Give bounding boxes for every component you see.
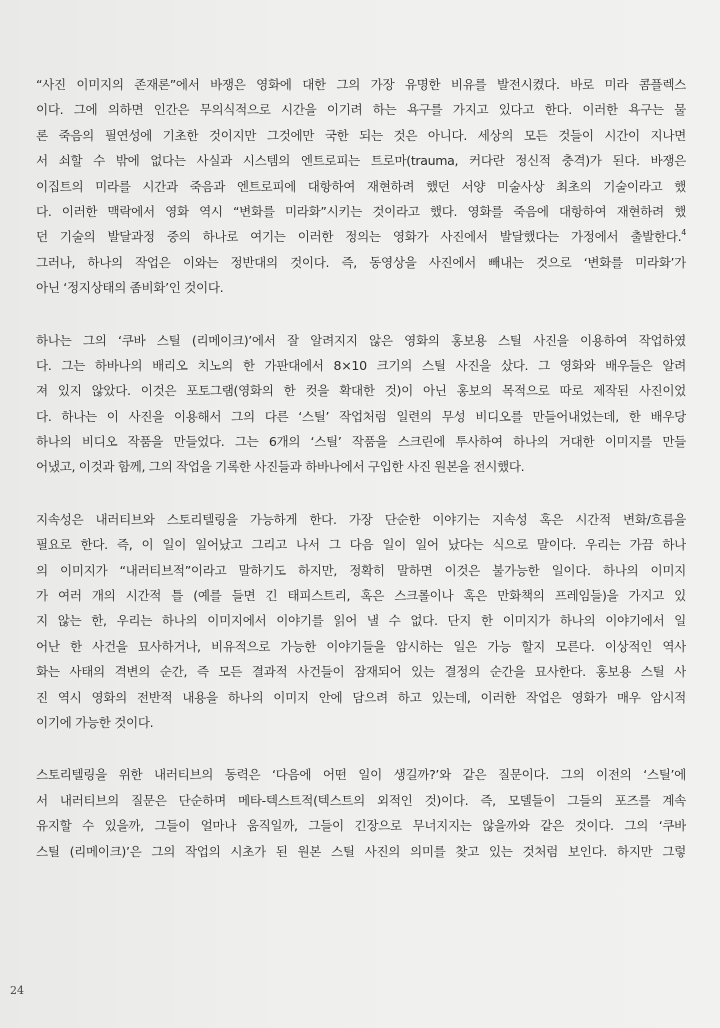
text-line: 어냈고, 이것과 함께, 그의 작업을 기록한 사진들과 하바나에서 구입한 사진 원본을 전시했다. [36, 459, 525, 475]
text-line: 스토리텔링을 위한 내러티브의 동력은 ‘다음에 어떤 일이 생길까?’와 같은 질문이다. 그의 이전의 ‘스틸’에 [36, 767, 686, 783]
text-line: 지속성은 내러티브와 스토리텔링을 가능하게 한다. 가장 단순한 이야기는 지속성 혹은 시간적 변화/흐름을 [36, 511, 686, 527]
text-line: 의 이미지가 “내러티브적”이라고 말하기도 하지만, 정확히 말하면 이것은 불가능한 일이다. 하나의 이미지 [36, 562, 686, 578]
footnote-marker: 4 [681, 228, 686, 238]
text-line: 다. 하나는 이 사진을 이용해서 그의 다른 ‘스틸’ 작업처럼 일련의 무성 비디오를 만들어내었는데, 한 배우당 [36, 408, 686, 424]
text-line-content: 던 기술의 발달과정 중의 하나로 여기는 이러한 정의는 영화가 사진에서 발달했다는 가정에서 출발한다. [36, 229, 682, 245]
text-line: 그러나, 하나의 작업은 이와는 정반대의 것이다. 즉, 동영상을 사진에서 빼내는 것으로 ‘변화를 미라화’가 [36, 254, 686, 270]
text-line-with-footnote [36, 224, 686, 249]
text-line: 이다. 그에 의하면 인간은 무의식적으로 시간을 이기려 하는 욕구를 가지고 있다고 한다. 이러한 욕구는 물 [36, 102, 686, 118]
paragraph-3 [36, 507, 686, 736]
text-line: 하나는 그의 ‘쿠바 스틸 (리메이크)’에서 잘 알려지지 않은 영화의 홍보용 스틸 사진을 이용하여 작업하였 [36, 332, 686, 348]
text-line: 하나의 비디오 작품을 만들었다. 그는 6개의 ‘스틸’ 작품을 스크린에 투사하여 하나의 거대한 이미지를 만들 [36, 434, 686, 450]
paragraph-1 [36, 72, 686, 301]
text-line: 필요로 한다. 즉, 이 일이 일어났고 그리고 나서 그 다음 일이 일어 났다는 식으로 말이다. 우리는 가끔 하나 [36, 537, 686, 553]
paragraph-2 [36, 328, 686, 480]
text-line: 다. 그는 하바나의 배리오 치노의 한 가판대에서 8×10 크기의 스틸 사진을 샀다. 그 영화와 배우들은 알려 [36, 357, 686, 373]
text-line: 이집트의 미라를 시간과 죽음과 엔트로피에 대항하여 재현하려 했던 서양 미술사상 최초의 기술이라고 했 [36, 178, 686, 194]
text-line: 화는 사태의 격변의 순간, 즉 모든 결과적 사건들이 잠재되어 있는 결정의 순간을 묘사한다. 홍보용 스틸 사 [36, 664, 686, 680]
text-line: 지 않는 한, 우리는 하나의 이미지에서 이야기를 읽어 낼 수 없다. 단지 한 이미지가 하나의 이야기에서 일 [36, 613, 686, 629]
text-line: 스틸 (리메이크)’은 그의 작업의 시초가 된 원본 스틸 사진의 의미를 찾고 있는 것처럼 보인다. 하지만 그렇 [36, 843, 686, 859]
text-line: 서 내러티브의 질문은 단순하며 메타-텍스트적(텍스트의 외적인 것)이다. 즉, 모델들이 그들의 포즈를 계속 [36, 792, 686, 808]
text-line: 이기에 가능한 것이다. [36, 714, 154, 730]
paragraph-4 [36, 762, 686, 864]
text-line: 진 역시 영화의 전반적 내용을 하나의 이미지 안에 담으려 하고 있는데, 이러한 작업은 영화가 매우 암시적 [36, 689, 686, 705]
text-line: 서 쇠할 수 밖에 없다는 사실과 시스템의 엔트로피는 트로마(trauma, 커다란 정신적 충격)가 된다. 바쟁은 [36, 153, 686, 169]
page-number: 24 [10, 984, 24, 997]
text-line: 가 여러 개의 시간적 틀 (예를 들면 긴 태피스트리, 혹은 스크롤이나 혹은 만화책의 프레임들)을 가지고 있 [36, 588, 686, 604]
text-line: 유지할 수 있을까, 그들이 얼마나 움직일까, 그들이 긴장으로 무너지지는 않을까와 같은 것이다. 그의 ‘쿠바 [36, 818, 686, 834]
body-text [36, 72, 686, 891]
text-line: 다. 이러한 맥락에서 영화 역시 “변화를 미라화”시키는 것이라고 했다. 영화를 죽음에 대항하여 재현하려 했 [36, 203, 686, 219]
text-line: “사진 이미지의 존재론”에서 바쟁은 영화에 대한 그의 가장 유명한 비유를 발전시켰다. 바로 미라 콤플렉스 [36, 77, 686, 92]
text-line: 어난 한 사건을 묘사하거나, 비유적으로 가능한 이야기들을 암시하는 일은 가능 할지 모른다. 이상적인 역사 [36, 638, 686, 654]
text-line: 져 있지 않았다. 이것은 포토그램(영화의 한 컷을 확대한 것)이 아닌 홍보의 목적으로 따로 제작된 사진이었 [36, 383, 686, 399]
text-line: 아닌 ‘정지상태의 좀비화’인 것이다. [36, 280, 224, 296]
text-line: 론 죽음의 필연성에 기초한 것이지만 그것에만 국한 되는 것은 아니다. 세상의 모든 것들이 시간이 지나면 [36, 127, 686, 143]
